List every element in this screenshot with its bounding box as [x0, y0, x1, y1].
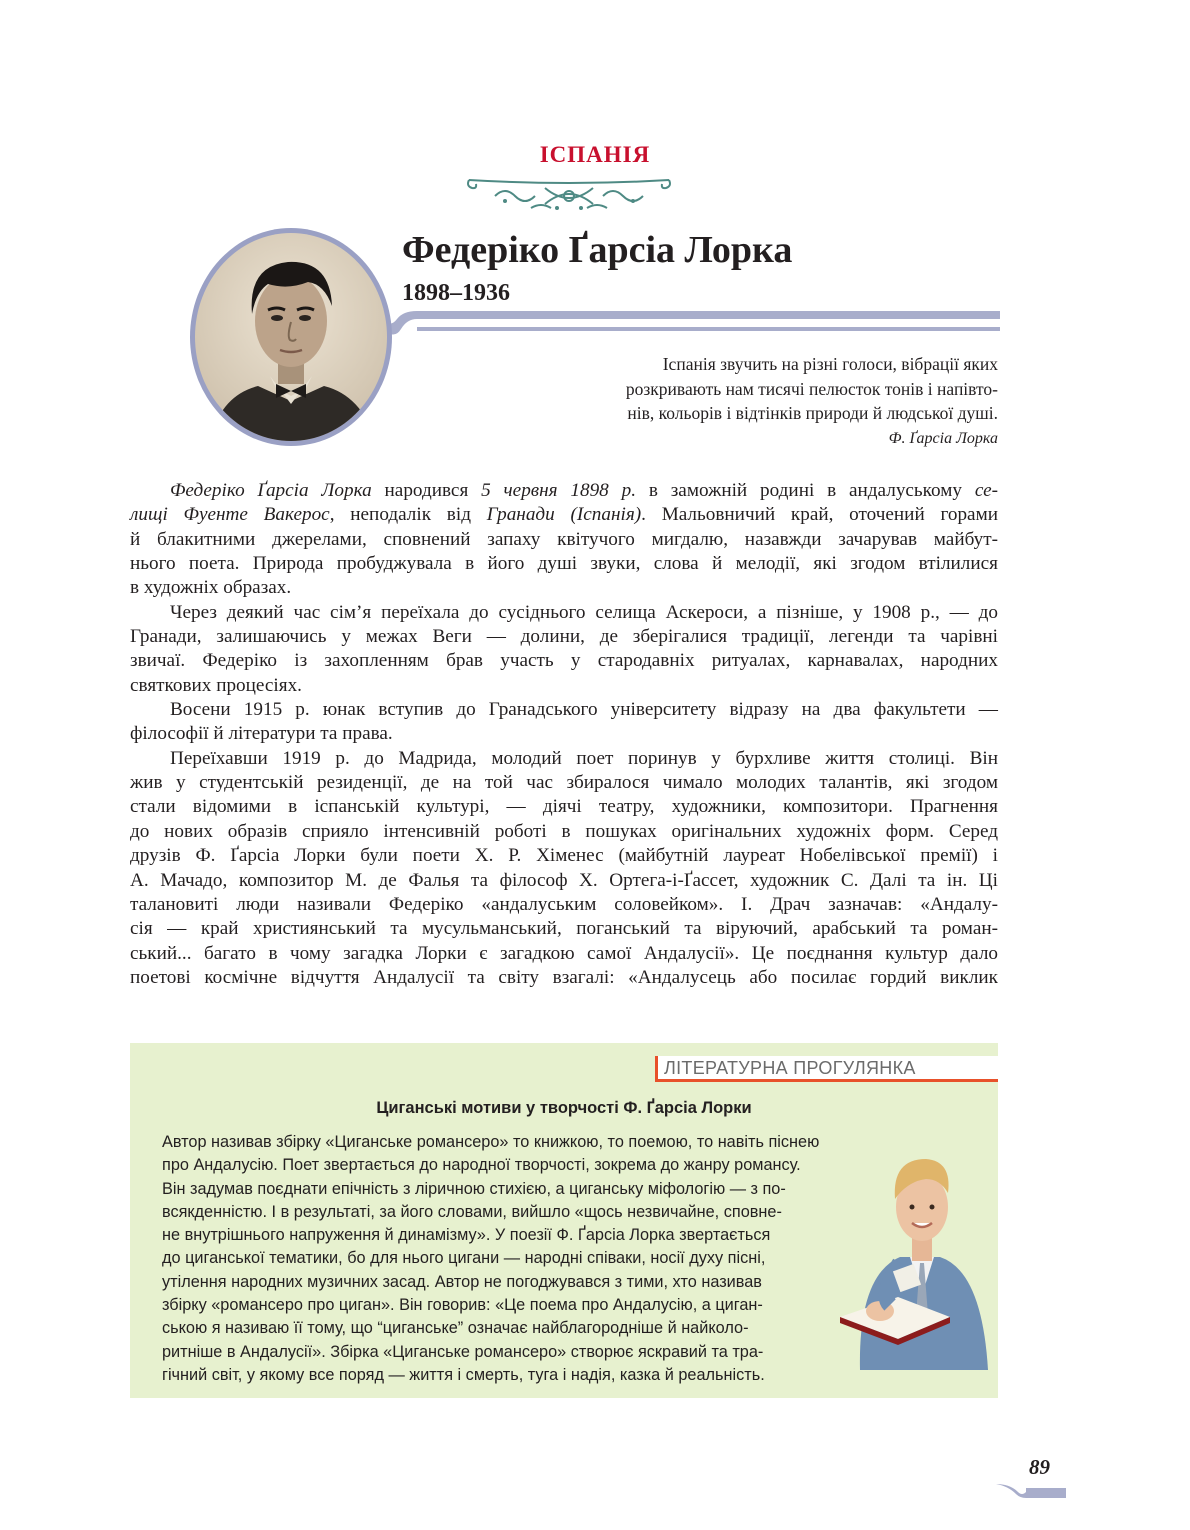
box-text-line: всякденністю. І в результаті, за його словами, вийшло «щось незвичайне, сповне-: [162, 1202, 782, 1221]
text-line: й блакитними джерелами, сповнений запаху квітучого мигдалю, назавжди зачарував майбут-: [130, 528, 998, 550]
text-line: поетові космічне відчуття Андалусії та світу взагалі: «Андалусець або посилає гордий виклик: [130, 966, 998, 988]
text-line: Переїхавши 1919 р. до Мадрида, молодий поет поринув у бурхливе життя столиці. Він: [170, 747, 998, 769]
title-banner: [355, 303, 1000, 349]
epigraph-line: нів, кольорів і відтінків природи й людської душі.: [627, 403, 998, 423]
box-text-line: не внутрішнього напруження й динамізму». У поезії Ф. Ґарсіа Лорка звертається: [162, 1226, 771, 1245]
text-line: святкових процесіях.: [130, 674, 302, 696]
literary-walk-text: [162, 1131, 932, 1387]
text-line: Федеріко Ґарсіа Лорка народився 5 червня 1898 р. в заможній родині в андалуському се-: [170, 480, 998, 501]
box-text-line: збірку «романсеро про циган». Він говорив: «Це поема про Андалусію, а циган-: [162, 1296, 763, 1315]
text-line: стали відомими в іспанській культурі, — діячі театру, художники, композитори. Прагнення: [130, 796, 998, 818]
text-line: філософії й літератури та права.: [130, 723, 393, 745]
page-number: 89: [1029, 1455, 1050, 1479]
text-line: Через деякий час сім’я переїхала до сусіднього селища Аскероси, а пізніше, у 1908 р., — до: [170, 601, 998, 623]
text-line: А. Мачадо, композитор М. де Фалья та філософ Х. Ортега-і-Ґассет, художник С. Далі та ін. Ці: [130, 869, 998, 891]
text-line: в художніх образах.: [130, 577, 292, 599]
epigraph-line: розкривають нам тисячі пелюсток тонів і напівто-: [625, 378, 998, 399]
text-line: ський... багато в чому загадка Лорки є загадкою самої Андалусії». Це поєднання культур дало: [130, 942, 998, 964]
box-text-line: ською я називаю її тому, що “циганське” означає найблагородніше й найколо-: [162, 1319, 749, 1338]
author-portrait: [188, 226, 394, 448]
box-text-line: Він задумав поєднати епічність з ліричною стихією, а циганську міфологію — з по-: [162, 1179, 786, 1198]
text-line: до нових образів сприяло інтенсивній роботі в пошуках оригінальних художніх форм. Серед: [130, 820, 998, 842]
decorative-ornament: [465, 174, 673, 214]
tab-underline: [655, 1079, 998, 1082]
box-text-line: ритніше в Андалусії». Збірка «Циганське романсеро» створює яскравий та тра-: [162, 1342, 764, 1361]
text-line: нього поета. Природа пробуджувала в його душі звуки, слова й мелодії, які згодом втілилися: [130, 553, 998, 575]
text-line: друзів Ф. Ґарсіа Лорки були поети Х. Р. Хіменес (майбутній лауреат Нобелівської премії) і: [130, 845, 998, 867]
text-line: талановиті люди називали Федеріко «андалуським соловейком». І. Драч зазначав: «Андалу-: [130, 893, 998, 915]
literary-walk-title: Циганські мотиви у творчості Ф. Ґарсіа Лорки: [376, 1099, 752, 1117]
epigraph-line: Іспанія звучить на різні голоси, вібрації яких: [662, 354, 998, 374]
author-name: Федеріко Ґарсіа Лорка: [402, 229, 793, 271]
text-line: Восени 1915 р. юнак вступив до Гранадського університету відразу на два факультети —: [170, 699, 998, 721]
epigraph: [560, 352, 998, 426]
literary-walk-tab: ЛІТЕРАТУРНА ПРОГУЛЯНКА: [655, 1056, 998, 1080]
author-years: 1898–1936: [402, 280, 510, 306]
box-text-line: до циганської тематики, бо для нього цигани — народні співаки, носії духу пісні,: [162, 1249, 766, 1268]
text-line: звичаї. Федеріко із захопленням брав участь у стародавніх ритуалах, карнавалах, народних: [130, 650, 998, 672]
box-text-line: гічний світ, у якому все поряд — життя і смерть, туга і надія, казка й реальність.: [162, 1365, 765, 1384]
section-title: ІСПАНІЯ: [539, 142, 651, 167]
box-text-line: утілення народних музичних засад. Автор не погоджувався з тими, хто називав: [162, 1272, 762, 1291]
text-line: жив у студентській резиденції, де на той час збиралося чимало молодих талантів, які згодом: [130, 772, 998, 794]
student-reading-illustration: [840, 1145, 998, 1370]
page-number-tab: [996, 1480, 1066, 1506]
text-line: лищі Фуенте Вакерос, неподалік від Гранади (Іспанія). Мальовничий край, оточений горами: [130, 504, 998, 526]
text-line: Гранади, залишаючись у межах Веги — долини, де зберігалися традиції, легенди та чарівні: [130, 626, 998, 648]
box-text-line: Автор називав збірку «Циганське романсеро» то книжкою, то поемою, то навіть піснею: [162, 1133, 820, 1151]
biography-text: [130, 479, 998, 990]
box-text-line: про Андалусію. Поет звертається до народної творчості, зокрема до жанру романсу.: [162, 1156, 801, 1175]
epigraph-author: Ф. Ґарсіа Лорка: [888, 430, 998, 447]
text-line: сія — край християнський та мусульманський, поганський та віруючий, арабський та роман-: [130, 918, 998, 940]
